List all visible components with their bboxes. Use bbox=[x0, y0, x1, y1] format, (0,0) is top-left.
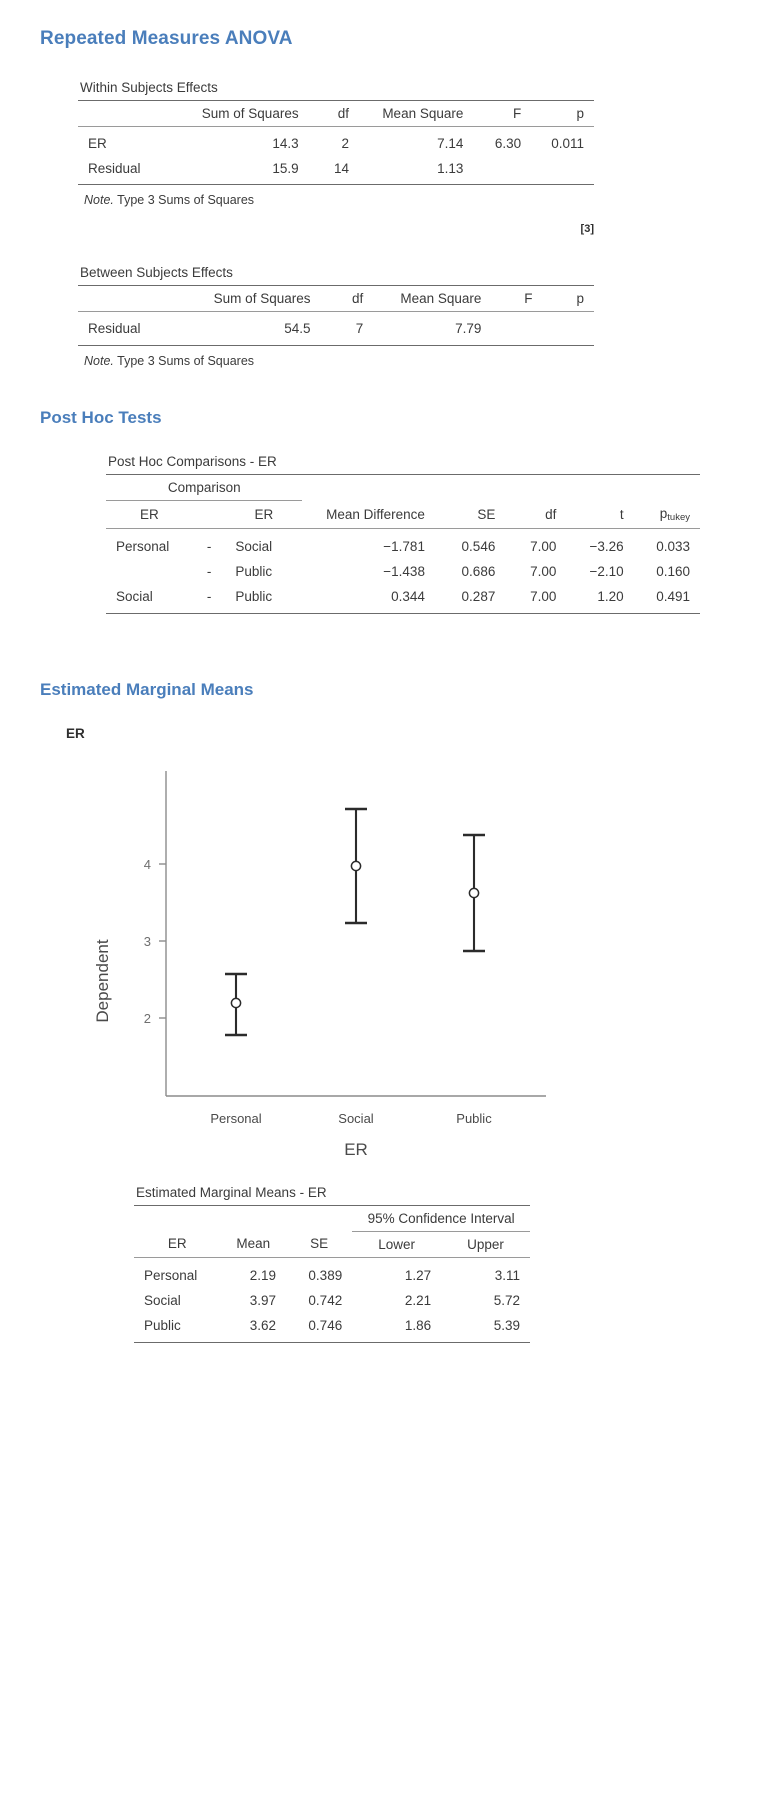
col-er: ER bbox=[167, 1236, 187, 1252]
page-title: Repeated Measures ANOVA bbox=[40, 28, 293, 49]
cell-p bbox=[531, 156, 594, 185]
table-header-row bbox=[134, 1231, 530, 1257]
cell-df: 14 bbox=[333, 161, 349, 176]
cell-p-tukey: 0.491 bbox=[656, 588, 690, 604]
col-sum-of-squares: Sum of Squares bbox=[213, 291, 311, 306]
col-f: F bbox=[524, 291, 533, 306]
group-header-spacer-2 bbox=[435, 475, 505, 501]
cell-se: 0.389 bbox=[308, 1267, 343, 1283]
note-text: Type 3 Sums of Squares bbox=[117, 354, 255, 368]
group-header-spacer-4 bbox=[566, 475, 633, 501]
col-sum-of-squares: Sum of Squares bbox=[201, 106, 299, 121]
group-header-spacer-1 bbox=[134, 1205, 221, 1231]
col-se: SE bbox=[477, 506, 496, 522]
cell-mean: 3.97 bbox=[249, 1292, 277, 1308]
cell-mean: 2.19 bbox=[249, 1267, 277, 1283]
cell-er: Personal bbox=[144, 1267, 198, 1283]
cell-mean: 3.62 bbox=[249, 1317, 277, 1333]
col-blank bbox=[78, 101, 174, 127]
between-subjects-effects-block bbox=[40, 265, 748, 368]
data-point-group-public bbox=[463, 835, 485, 951]
post-hoc-block bbox=[106, 454, 748, 614]
table-header-row bbox=[106, 501, 700, 529]
table-row bbox=[106, 584, 700, 614]
p-symbol: p bbox=[659, 505, 668, 521]
cell-ms: 7.79 bbox=[455, 321, 482, 336]
cell-p bbox=[542, 312, 594, 346]
group-header-spacer-3 bbox=[505, 475, 566, 501]
cell-se: 0.546 bbox=[461, 538, 496, 554]
table-row bbox=[106, 528, 700, 559]
group-header-spacer-5 bbox=[634, 475, 700, 501]
cell-lower: 1.27 bbox=[404, 1267, 432, 1283]
y-tick-label-3: 3 bbox=[143, 933, 151, 949]
emm-plot-svg bbox=[46, 751, 606, 1171]
col-p: p bbox=[576, 291, 584, 306]
cell-ss: 15.9 bbox=[272, 161, 299, 176]
col-upper: Upper bbox=[467, 1236, 504, 1252]
cell-ms: 1.13 bbox=[437, 161, 464, 176]
col-blank bbox=[78, 286, 180, 312]
cell-f: 6.30 bbox=[494, 136, 522, 151]
mean-marker-public bbox=[469, 888, 478, 897]
x-tick-label-public: Public bbox=[456, 1110, 492, 1126]
cell-df: 2 bbox=[341, 136, 349, 151]
col-t: t bbox=[619, 506, 624, 522]
post-hoc-table bbox=[106, 474, 700, 614]
cell-f bbox=[473, 156, 531, 185]
note-text: Type 3 Sums of Squares bbox=[117, 193, 255, 207]
col-er-left: ER bbox=[140, 506, 159, 522]
col-mean: Mean bbox=[236, 1236, 271, 1252]
cell-er-right: Public bbox=[235, 563, 273, 579]
cell-mean-difference: 0.344 bbox=[391, 588, 425, 604]
post-hoc-heading: Post Hoc Tests bbox=[40, 408, 162, 427]
within-subjects-table bbox=[78, 100, 594, 185]
cell-df: 7.00 bbox=[530, 538, 557, 554]
col-mean-square: Mean Square bbox=[400, 291, 482, 306]
between-subjects-table bbox=[78, 285, 594, 346]
cell-er-right: Social bbox=[235, 538, 273, 554]
col-mean-difference: Mean Difference bbox=[326, 506, 425, 522]
between-subjects-title: Between Subjects Effects bbox=[80, 265, 233, 280]
cell-er: Social bbox=[144, 1292, 181, 1308]
table-row bbox=[134, 1288, 530, 1313]
cell-se: 0.746 bbox=[308, 1317, 343, 1333]
cell-dash: - bbox=[206, 538, 212, 554]
row-label: Residual bbox=[88, 161, 141, 176]
table-row bbox=[78, 312, 594, 346]
emm-heading: Estimated Marginal Means bbox=[40, 679, 254, 699]
table-group-header-row bbox=[106, 475, 700, 501]
cell-dash: - bbox=[206, 563, 212, 579]
cell-lower: 1.86 bbox=[404, 1317, 432, 1333]
y-tick-label-4: 4 bbox=[143, 856, 151, 872]
cell-df: 7 bbox=[355, 321, 364, 336]
table-group-header-row bbox=[134, 1205, 530, 1231]
mean-marker-personal bbox=[231, 998, 240, 1007]
cell-ms: 7.14 bbox=[437, 136, 464, 151]
col-df: df bbox=[337, 106, 349, 121]
table-header-row bbox=[78, 101, 594, 127]
col-er-right: ER bbox=[254, 506, 274, 522]
table-row bbox=[134, 1257, 530, 1288]
cell-er-left: Personal bbox=[116, 538, 170, 554]
cell-upper: 3.11 bbox=[494, 1267, 520, 1283]
note-label: Note. bbox=[84, 354, 114, 368]
emm-plot-block bbox=[40, 726, 748, 1171]
col-f: F bbox=[512, 106, 522, 121]
row-label: Residual bbox=[88, 321, 141, 336]
cell-upper: 5.72 bbox=[493, 1292, 520, 1308]
col-se: SE bbox=[310, 1236, 329, 1252]
col-df: df bbox=[545, 506, 557, 522]
emm-plot bbox=[46, 751, 606, 1171]
group-header-confidence-interval: 95% Confidence Interval bbox=[352, 1205, 530, 1231]
table-row bbox=[78, 127, 594, 157]
col-lower: Lower bbox=[378, 1236, 416, 1252]
plot-panel-label: ER bbox=[66, 725, 85, 741]
cell-df: 7.00 bbox=[530, 588, 557, 604]
emm-table-block bbox=[134, 1185, 748, 1343]
table-header-row bbox=[78, 286, 594, 312]
emm-table bbox=[134, 1205, 530, 1343]
group-header-spacer-3 bbox=[286, 1205, 352, 1231]
note-label: Note. bbox=[84, 193, 114, 207]
cell-se: 0.742 bbox=[308, 1292, 343, 1308]
x-tick-label-personal: Personal bbox=[210, 1110, 262, 1126]
data-point-group-social bbox=[345, 809, 367, 923]
cell-p: 0.011 bbox=[551, 136, 584, 151]
cell-er: Public bbox=[144, 1317, 181, 1333]
row-label: ER bbox=[88, 136, 107, 151]
between-subjects-note bbox=[78, 346, 748, 368]
col-p-tukey bbox=[634, 501, 700, 529]
post-hoc-table-title: Post Hoc Comparisons - ER bbox=[108, 454, 277, 469]
cell-mean-difference: −1.781 bbox=[383, 538, 425, 554]
cell-ss: 14.3 bbox=[272, 136, 299, 151]
group-header-spacer-1 bbox=[302, 475, 435, 501]
data-point-group-personal bbox=[225, 974, 247, 1035]
table-row bbox=[78, 156, 594, 185]
group-header-spacer-2 bbox=[221, 1205, 287, 1231]
table-row bbox=[106, 559, 700, 584]
cell-t: −3.26 bbox=[589, 538, 624, 554]
within-subjects-effects-block bbox=[40, 80, 748, 235]
x-tick-label-social: Social bbox=[338, 1110, 374, 1126]
col-p: p bbox=[576, 106, 584, 121]
cell-mean-difference: −1.438 bbox=[383, 563, 425, 579]
cell-se: 0.287 bbox=[461, 588, 496, 604]
group-header-comparison: Comparison bbox=[106, 475, 302, 501]
col-mean-square: Mean Square bbox=[382, 106, 464, 121]
cell-er-right: Public bbox=[235, 588, 273, 604]
cell-dash: - bbox=[206, 588, 212, 604]
cell-upper: 5.39 bbox=[493, 1317, 520, 1333]
table-row bbox=[134, 1313, 530, 1343]
cell-t: 1.20 bbox=[597, 588, 624, 604]
col-dash bbox=[193, 501, 226, 529]
cell-se: 0.686 bbox=[461, 563, 496, 579]
emm-table-title: Estimated Marginal Means - ER bbox=[136, 1184, 327, 1200]
cell-df: 7.00 bbox=[530, 563, 557, 579]
cell-er-left: Social bbox=[116, 588, 153, 604]
col-df: df bbox=[351, 291, 364, 306]
annotation-marker: [3] bbox=[580, 223, 594, 235]
mean-marker-social bbox=[351, 861, 360, 870]
cell-lower: 2.21 bbox=[404, 1292, 432, 1308]
cell-p-tukey: 0.033 bbox=[656, 538, 690, 554]
p-subscript: tukey bbox=[667, 511, 690, 523]
y-axis-title: Dependent bbox=[93, 938, 112, 1023]
within-subjects-title: Within Subjects Effects bbox=[80, 80, 218, 95]
cell-ss: 54.5 bbox=[284, 321, 311, 336]
y-tick-label-2: 2 bbox=[143, 1010, 151, 1026]
cell-er-left bbox=[106, 559, 193, 584]
within-subjects-note bbox=[78, 185, 748, 207]
cell-f bbox=[491, 312, 542, 346]
x-axis-title: ER bbox=[344, 1139, 368, 1159]
cell-t: −2.10 bbox=[589, 563, 624, 579]
cell-p-tukey: 0.160 bbox=[656, 563, 690, 579]
